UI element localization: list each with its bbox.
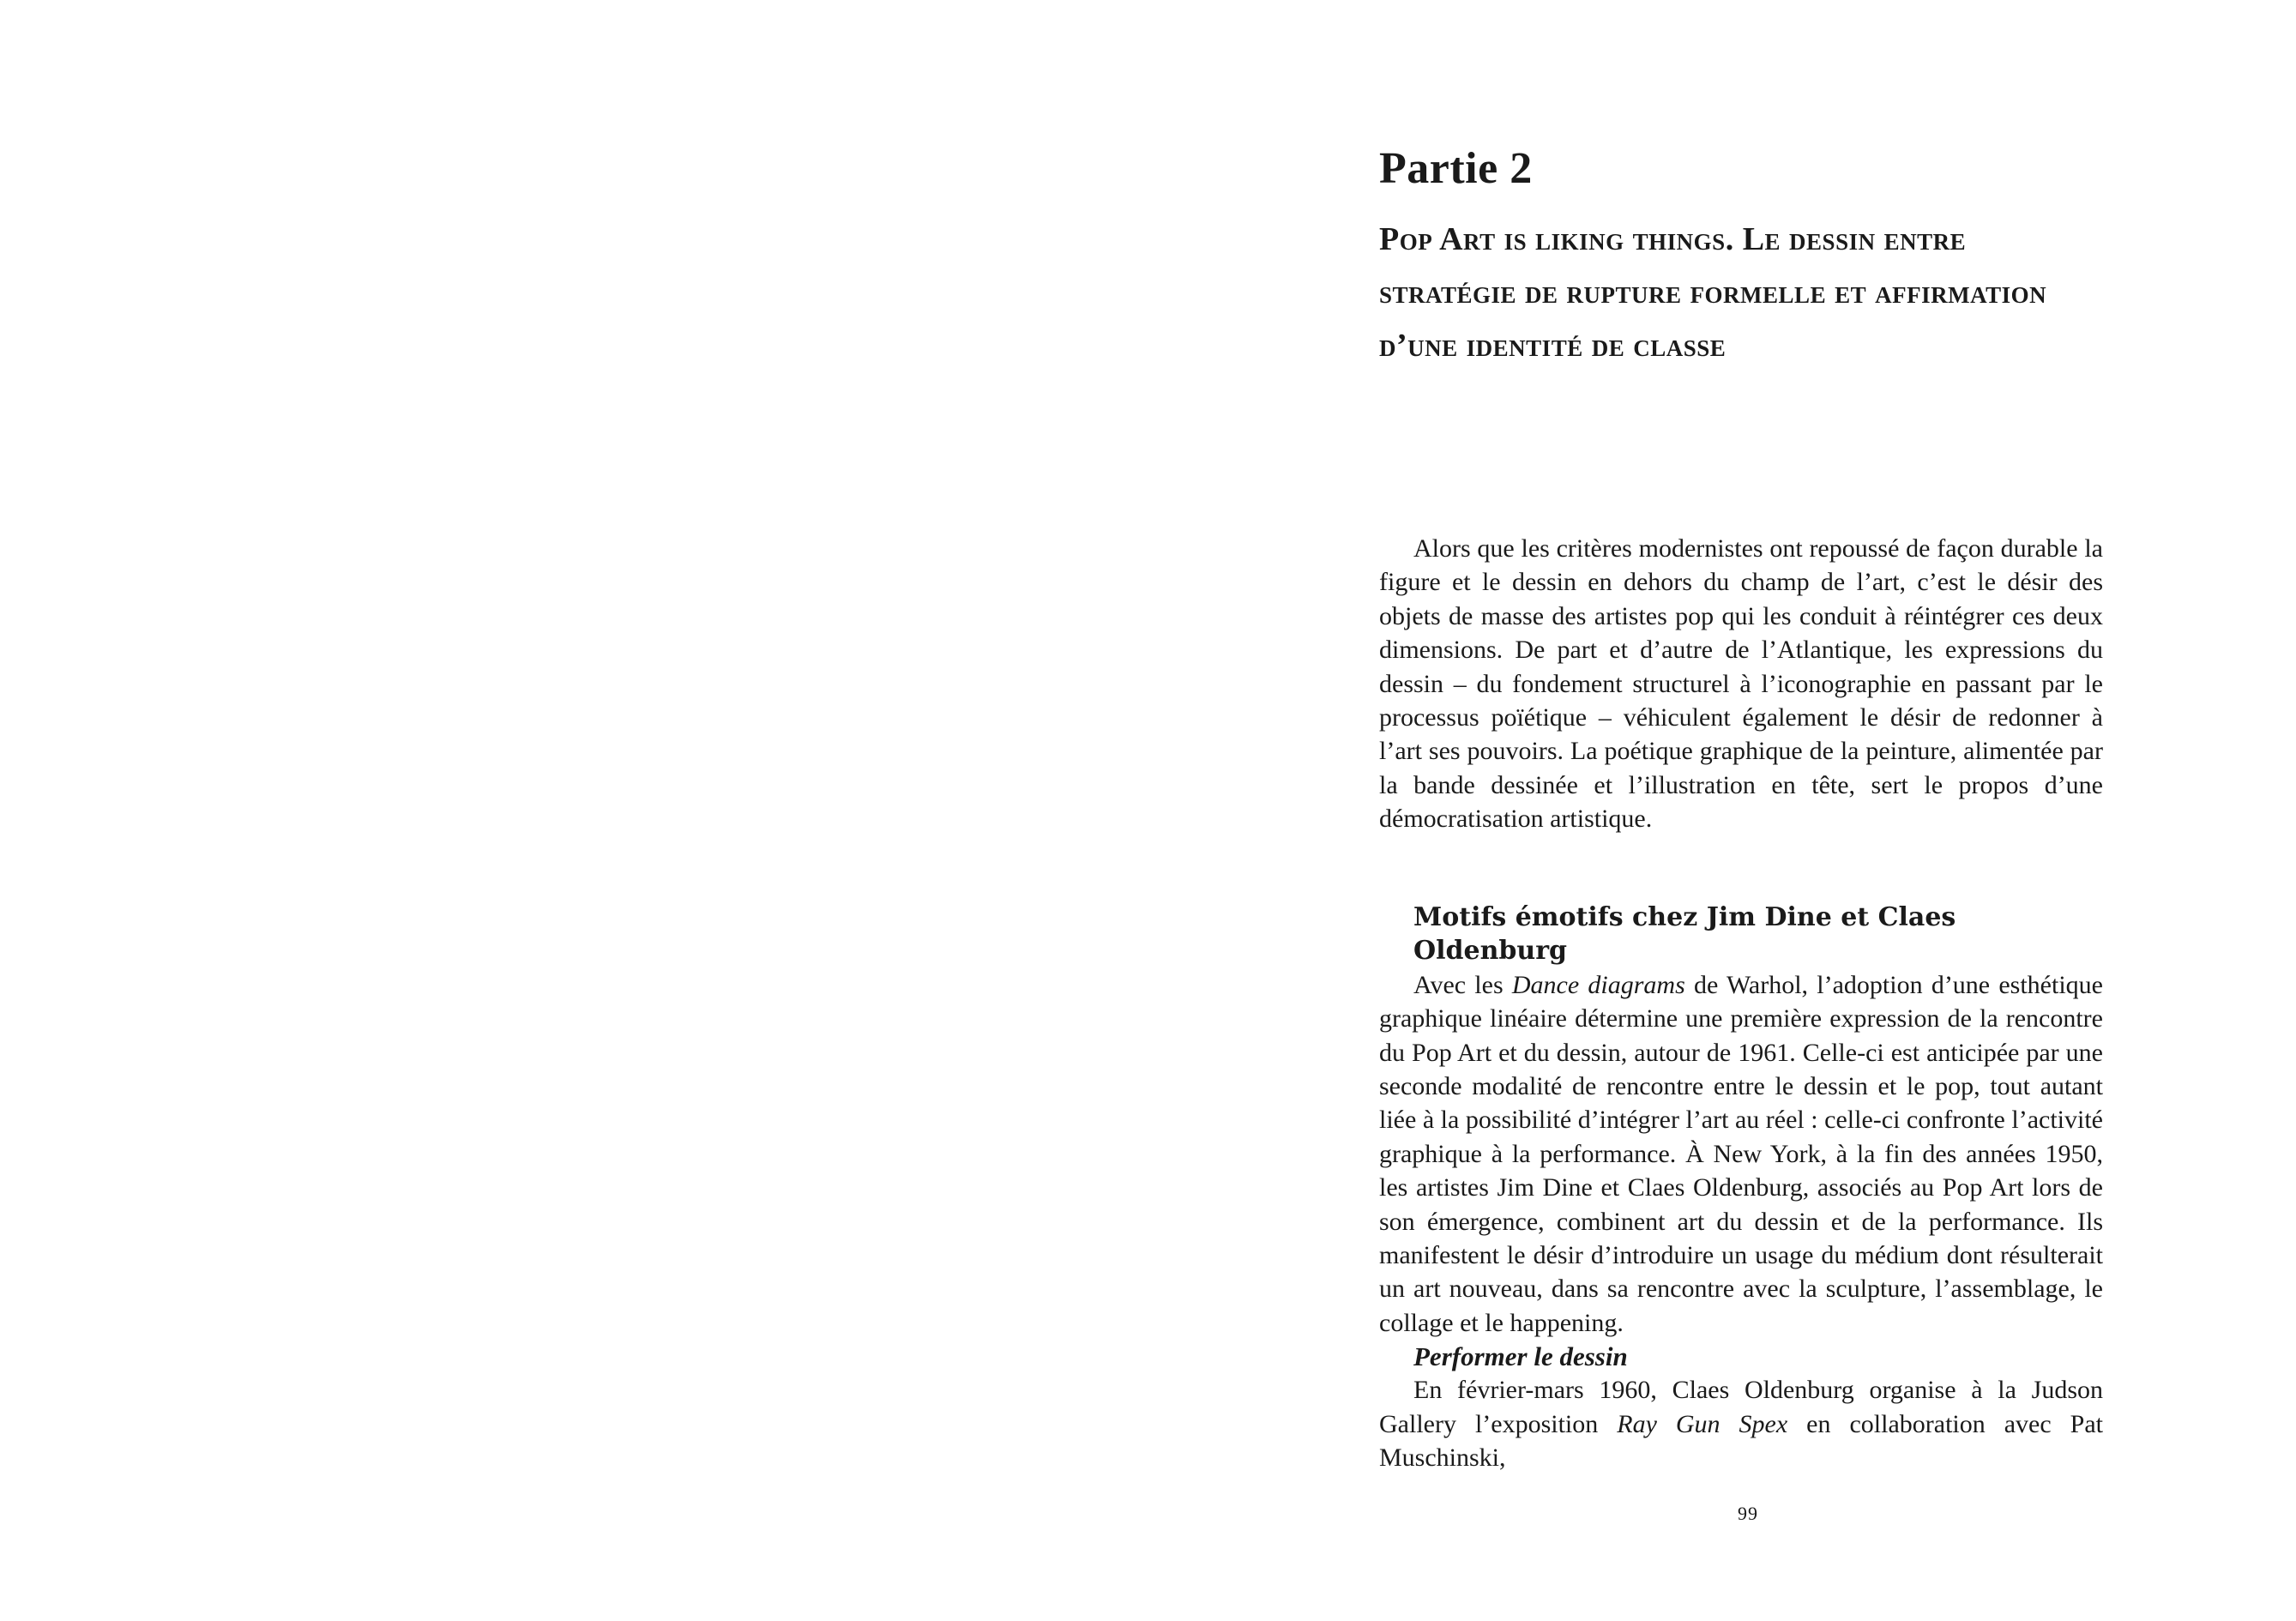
subsection-paragraph-text-end: en collaboration avec Pat Muschinski,: [1379, 1409, 2104, 1473]
section-paragraph-text-end: de Warhol, l’adoption d’une esthétique graphique linéaire détermine une première expression de la rencontre du Pop Art et du dessin, autour de 1961. Celle-ci est anticipée par une seconde modalité de rencontre entre le dessin et le pop, tout autant liée à la possibilité d’intégrer l’art au réel : celle-ci confronte l’activité graphique à la performance. À New York, à la fin des années 1950, les artistes Jim Dine et Claes Oldenburg, associés au Pop Art lors de son émergence, combinent art du dessin et de la performance. Ils manifestent le désir d’introduire un usage du médium dont résulterait un art nouveau, dans sa rencontre avec la sculpture, l’assemblage, le collage et le happening.: [1379, 970, 2103, 1337]
page-number: 99: [1738, 1503, 1758, 1524]
intro-block: [1379, 532, 2103, 836]
intro-paragraph: Alors que les critères modernistes ont repoussé de façon durable la figure et le dessin en dehors du champ de l’art, c’est le désir des objets de masse des artistes pop qui les conduit à réintégrer ces deux dimensions. De part et d’autre de l’Atlantique, les expressions du dessin – du fondement structurel à l’iconographie en passant par le processus poïétique – véhiculent également le désir de redonner à l’art ses pouvoirs. La poétique graphique de la peinture, alimentée par la bande dessinée et l’illustration en tête, sert le propos d’une démocratisation artistique.: [1379, 534, 2103, 834]
section-paragraph: [1379, 968, 2103, 1340]
part-title: Pop Art is liking things. Le dessin entre stratégie de rupture formelle et affirmation d’une identité de classe: [1379, 221, 2047, 364]
subsection-paragraph: [1379, 1373, 2103, 1474]
section-paragraph-text-start: Avec les: [1413, 970, 1512, 999]
section-heading: Motifs émotifs chez Jim Dine et Claes Oldenburg: [1413, 902, 1956, 967]
section-block: [1379, 901, 2103, 1340]
part-label: Partie 2: [1379, 144, 1533, 193]
artwork-title-dance-diagrams: Dance diagrams: [1511, 970, 1685, 999]
exhibition-title-ray-gun-spex: Ray Gun Spex: [1617, 1409, 1788, 1438]
subsection-block: [1379, 1340, 2103, 1475]
subsection-heading: Performer le dessin: [1413, 1341, 1628, 1371]
subsection-paragraph-text-start: En février-mars 1960, Claes Oldenburg organise à la Judson Gallery l’exposition: [1379, 1376, 2103, 1438]
right-page: [1148, 0, 2296, 1621]
